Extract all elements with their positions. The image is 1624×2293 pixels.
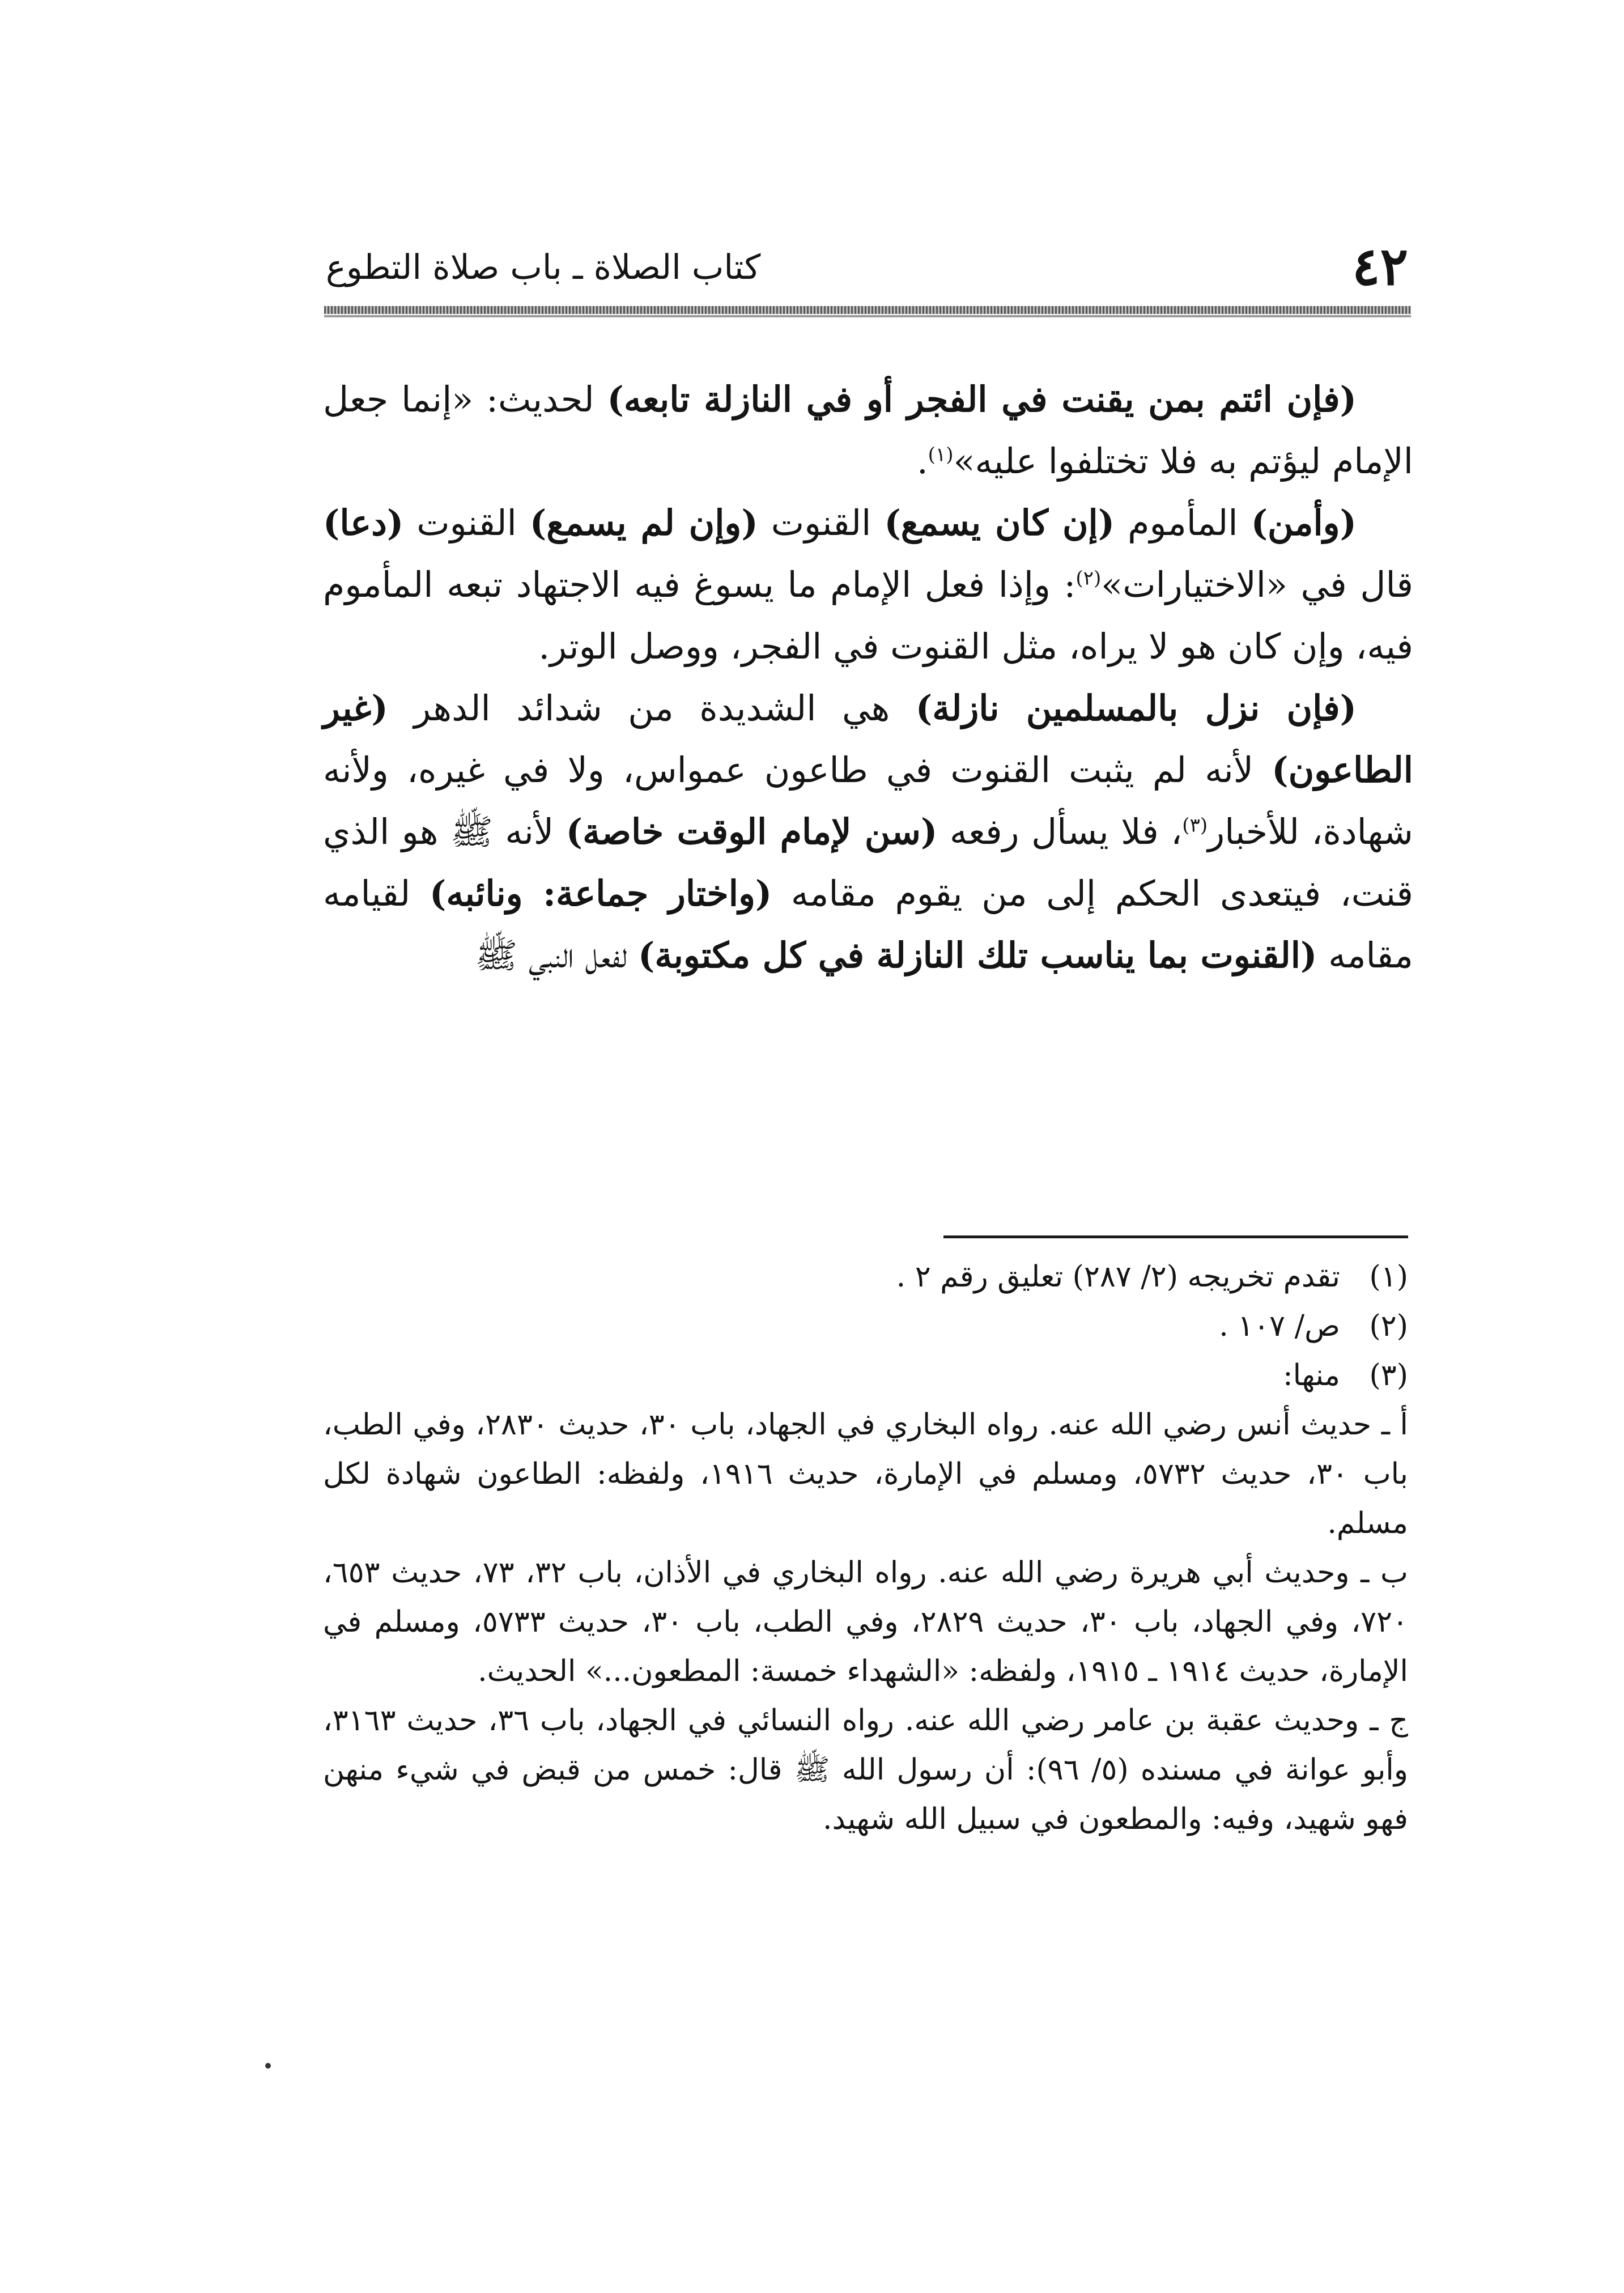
bold-phrase: (فإن ائتم بمن يقنت في الفجر أو في النازلة تابعه) xyxy=(607,379,1357,420)
footnote-3-item-b: ب ـ وحديث أبي هريرة رضي الله عنه. رواه البخاري في الأذان، باب ٣٢، ٧٣، حديث ٦٥٣، ٧٢٠، وفي الجهاد، باب ٣٠، حديث ٢٨٢٩، وفي الطب، باب ٣٠، حديث ٥٧٣٣، ومسلم في الإمارة، حديث ١٩١٤ ـ ١٩١٥، ولفظه: «الشهداء خمسة: المطعون...» الحديث. xyxy=(323,1556,1408,1688)
bold-phrase: (دعا) xyxy=(323,502,404,543)
header-rule xyxy=(324,306,1411,314)
footnote-number: (٢) xyxy=(1369,1309,1408,1343)
text-run: لحديث: «إنما جعل الإمام ليؤتم به فلا تختلفوا عليه» xyxy=(323,379,1413,482)
footnote-ref[interactable]: (٣) xyxy=(1182,814,1208,837)
footnote-3-item-a: أ ـ حديث أنس رضي الله عنه. رواه البخاري في الجهاد، باب ٣٠، حديث ٢٨٣٠، وفي الطب، باب ٣٠، حديث ٥٧٣٢، ومسلم في الإمارة، حديث ١٩١٦، ولفظه: الطاعون شهادة لكل مسلم. xyxy=(323,1408,1408,1540)
text-run: لفعل النبي ﷺ xyxy=(475,935,639,976)
text-run: . xyxy=(916,440,928,482)
footnote-separator xyxy=(943,1235,1408,1238)
bold-phrase: (غير الطاعون) xyxy=(323,687,1413,791)
footnote-text: تقدم تخريجه (٢/ ٢٨٧) تعليق رقم ٢ . xyxy=(896,1260,1340,1294)
footnote-1 xyxy=(323,1252,1408,1302)
text-run: هي الشديدة من شدائد الدهر xyxy=(388,687,916,729)
bold-phrase: (سن لإمام الوقت خاصة) xyxy=(566,811,938,852)
bold-phrase: (فإن نزل بالمسلمين نازلة) xyxy=(915,687,1357,729)
bold-phrase: (القنوت بما يناسب تلك النازلة في كل مكتوبة) xyxy=(638,935,1317,976)
footnote-ref[interactable]: (١) xyxy=(928,443,954,466)
text-run: القنوت xyxy=(758,502,885,543)
text-run: لقيامه مقامه xyxy=(323,873,1413,976)
header-rule-line xyxy=(324,315,1411,317)
footnote-2 xyxy=(323,1302,1408,1351)
text-run: لأنه ﷺ هو الذي قنت، فيتعدى الحكم إلى من يقوم مقامه xyxy=(323,811,1413,914)
footnote-text: منها: xyxy=(1283,1358,1340,1392)
footnote-number: (٣) xyxy=(1369,1358,1408,1392)
text-run: ، فلا يسأل رفعه xyxy=(937,811,1183,852)
text-run: : وإذا فعل الإمام ما يسوغ فيه الاجتهاد تبعه المأموم فيه، وإن كان هو لا يراه، مثل القنوت في الفجر، ووصل الوتر. xyxy=(323,564,1413,667)
footnote-3-item-c: ج ـ وحديث عقبة بن عامر رضي الله عنه. رواه النسائي في الجهاد، باب ٣٦، حديث ٣١٦٣، وأبو عوانة في مسنده (٥/ ٩٦): أن رسول الله ﷺ قال: خمس من قبض في شيء منهن فهو شهيد، وفيه: والمطعون في سبيل الله شهيد. xyxy=(323,1704,1408,1836)
text-run: القنوت xyxy=(403,502,530,543)
bold-phrase: (وإن لم يسمع) xyxy=(529,502,758,543)
footnote-text: ص/ ١٠٧ . xyxy=(1219,1309,1340,1343)
page-number: ٤٢ xyxy=(1352,236,1408,297)
footnote-3 xyxy=(323,1351,1408,1400)
bold-phrase: (واختار جماعة: ونائبه) xyxy=(429,873,772,914)
footnotes xyxy=(323,1252,1408,1844)
bold-phrase: (إن كان يسمع) xyxy=(884,502,1115,543)
footnote-ref[interactable]: (٢) xyxy=(1075,567,1102,590)
bold-phrase: (وأمن) xyxy=(1251,502,1357,543)
running-header-title: كتاب الصلاة ـ باب صلاة التطوع xyxy=(326,248,761,287)
main-text xyxy=(323,368,1413,986)
paragraph-2 xyxy=(323,492,1413,677)
text-run: قال في «الاختيارات» xyxy=(1101,564,1413,605)
text-run: المأموم xyxy=(1115,502,1251,543)
text-run: لأنه لم يثبت القنوت في طاعون عمواس، ولا في غيره، ولأنه شهادة، للأخبار xyxy=(323,749,1413,852)
footnote-number: (١) xyxy=(1369,1260,1408,1294)
paragraph-1 xyxy=(323,368,1413,492)
paragraph-3 xyxy=(323,677,1413,986)
scan-speck xyxy=(265,2063,271,2069)
